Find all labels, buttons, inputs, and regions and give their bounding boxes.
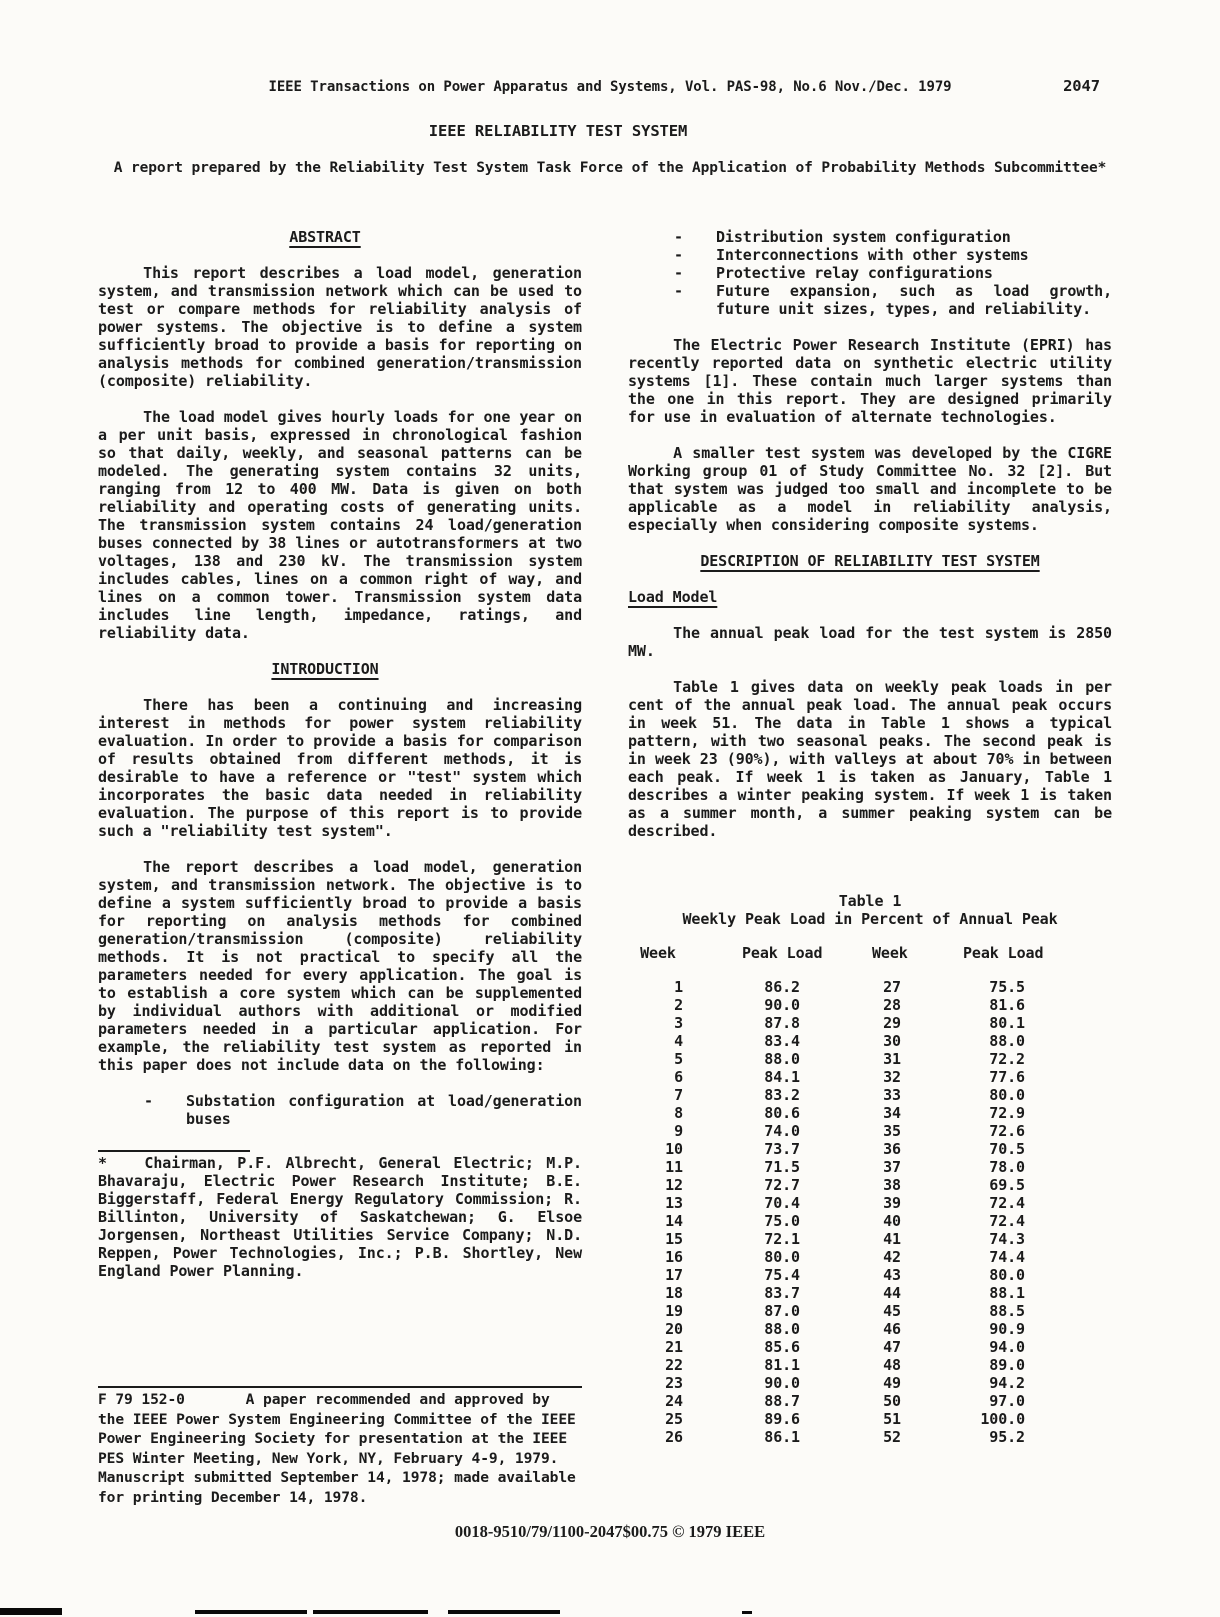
week-cell: 41 [883,1230,901,1248]
peak-load-cell: 75.0 [764,1212,800,1230]
week-cell: 51 [883,1410,901,1428]
week-cell: 15 [665,1230,683,1248]
peak-load-cell: 86.2 [764,978,800,996]
peak-load-cell: 83.2 [764,1086,800,1104]
dash-bullet: - [674,246,683,264]
week-cell: 42 [883,1248,901,1266]
week-cell: 27 [883,978,901,996]
excluded-item [628,282,1112,318]
table-1-header-row [628,944,1112,962]
peak-load-cell: 74.4 [989,1248,1025,1266]
two-column-body [98,226,1112,1507]
introduction-paragraph-1: There has been a continuing and increasing interest in methods for power system reliability evaluation. In order to provide a basis for comparison of results obtained from different methods, it is desirable to have a reference or "test" system which incorporates the basic data needed in reliability evaluation. The purpose of this report is to provide such a "reliability test system". [98,696,582,840]
page-number: 2047 [1063,77,1100,95]
week-cell: 33 [883,1086,901,1104]
introduction-heading [83,660,567,678]
dash-bullet: - [674,282,683,300]
week-cell: 49 [883,1374,901,1392]
peak-load-cell: 94.0 [989,1338,1025,1356]
peak-load-cell: 86.1 [764,1428,800,1446]
week-cell: 23 [665,1374,683,1392]
description-heading-text: DESCRIPTION OF RELIABILITY TEST SYSTEM [700,552,1040,570]
excluded-item [628,246,1112,264]
peak-load-cell: 72.4 [989,1212,1025,1230]
week-cell: 1 [674,978,683,996]
week-cell: 28 [883,996,901,1014]
peak-load-cell: 88.0 [989,1032,1025,1050]
peak-load-cell: 83.7 [764,1284,800,1302]
chairman-footnote: * Chairman, P.F. Albrecht, General Electric; M.P. Bhavaraju, Electric Power Research Institute; B.E. Biggerstaff, Federal Energy Regulatory Commission; R. Billinton, University of Saskatchewan; G. Elsoe Jorgensen, Northeast Utilities Service Company; N.D. Reppen, Power Technologies, Inc.; P.B. Shortley, New England Power Planning. [98,1154,582,1280]
load-model-heading [628,588,1112,606]
week-cell: 3 [674,1014,683,1032]
week-cell: 48 [883,1356,901,1374]
peak-load-cell: 72.7 [764,1176,800,1194]
peak-load-cell: 72.4 [989,1194,1025,1212]
excluded-item-text: Interconnections with other systems [716,246,1029,264]
peak-load-cell: 89.6 [764,1410,800,1428]
excluded-items-list [628,228,1112,318]
peak-load-cell: 81.6 [989,996,1025,1014]
week-cell: 22 [665,1356,683,1374]
peak-load-cell: 90.0 [764,1374,800,1392]
table-1-title: Table 1 [838,892,902,910]
week-cell: 13 [665,1194,683,1212]
paper-title: IEEE RELIABILITY TEST SYSTEM [428,122,688,140]
week-cell: 24 [665,1392,683,1410]
week-cell: 35 [883,1122,901,1140]
excluded-item-text: Substation configuration at load/generation buses [186,1092,582,1128]
week-cell: 20 [665,1320,683,1338]
week-cell: 44 [883,1284,901,1302]
right-column [628,226,1112,1507]
peak-load-cell: 87.8 [764,1014,800,1032]
peak-load-cell: 97.0 [989,1392,1025,1410]
abstract-paragraph-2: The load model gives hourly loads for one year on a per unit basis, expressed in chronological fashion so that daily, weekly, and seasonal patterns can be modeled. The generating system contains 32 units, ranging from 12 to 400 MW. Data is given on both reliability and operating costs of generating units. The transmission system contains 24 load/generation buses connected by 38 lines or autotransformers at two voltages, 138 and 230 kV. The transmission system includes cables, lines on a common right of way, and lines on a common tower. Transmission system data includes line length, impedance, ratings, and reliability data. [98,408,582,642]
excluded-item [628,264,1112,282]
week-cell: 8 [674,1104,683,1122]
week-cell: 26 [665,1428,683,1446]
week-cell: 2 [674,996,683,1014]
peak-load-cell: 88.7 [764,1392,800,1410]
week-cell: 29 [883,1014,901,1032]
week-cell: 50 [883,1392,901,1410]
peak-load-cell: 81.1 [764,1356,800,1374]
week-cell: 47 [883,1338,901,1356]
dash-bullet: - [674,264,683,282]
table-1-body [628,978,1112,1446]
peak-load-cell: 74.0 [764,1122,800,1140]
week-cell: 46 [883,1320,901,1338]
footnote-rule [98,1150,250,1152]
week-cell: 25 [665,1410,683,1428]
col-header-week-2: Week [872,944,908,962]
excluded-item-text: Distribution system configuration [716,228,1011,246]
load-paragraph-1: The annual peak load for the test system is 2850 MW. [628,624,1112,660]
week-cell: 4 [674,1032,683,1050]
scan-artifact [448,1610,560,1614]
peak-load-cell: 72.1 [764,1230,800,1248]
peak-load-cell: 100.0 [980,1410,1025,1428]
peak-load-cell: 88.0 [764,1320,800,1338]
peak-load-cell: 94.2 [989,1374,1025,1392]
peak-load-cell: 72.6 [989,1122,1025,1140]
scan-artifact [313,1610,428,1614]
week-cell: 11 [665,1158,683,1176]
abstract-heading-text: ABSTRACT [289,228,361,246]
peak-load-cell: 88.5 [989,1302,1025,1320]
load-model-heading-text: Load Model [628,588,718,606]
abstract-heading [83,228,567,246]
epri-paragraph: The Electric Power Research Institute (EPRI) has recently reported data on synthetic electric utility systems [1]. These contain much larger systems than the one in this report. They are designed primarily for use in evaluation of alternate technologies. [628,336,1112,426]
scan-artifact [195,1610,307,1614]
description-heading [628,552,1112,570]
week-cell: 14 [665,1212,683,1230]
peak-load-cell: 72.2 [989,1050,1025,1068]
week-cell: 6 [674,1068,683,1086]
week-cell: 9 [674,1122,683,1140]
week-cell: 43 [883,1266,901,1284]
copyright-footer: 0018-9510/79/1100-2047$00.75 © 1979 IEEE [454,1522,766,1541]
col-header-peak-load-2: Peak Load [963,944,1044,962]
week-cell: 31 [883,1050,901,1068]
peak-load-cell: 89.0 [989,1356,1025,1374]
table-1-subtitle: Weekly Peak Load in Percent of Annual Peak [682,910,1058,928]
excluded-item-text: Future expansion, such as load growth, future unit sizes, types, and reliability. [716,282,1112,318]
peak-load-cell: 78.0 [989,1158,1025,1176]
peak-load-cell: 84.1 [764,1068,800,1086]
peak-load-cell: 70.5 [989,1140,1025,1158]
left-column [98,226,582,1507]
week-cell: 34 [883,1104,901,1122]
introduction-heading-text: INTRODUCTION [271,660,379,678]
peak-load-cell: 72.9 [989,1104,1025,1122]
week-cell: 10 [665,1140,683,1158]
peak-load-cell: 70.4 [764,1194,800,1212]
week-cell: 19 [665,1302,683,1320]
week-cell: 45 [883,1302,901,1320]
peak-load-cell: 80.1 [989,1014,1025,1032]
peak-load-cell: 88.1 [989,1284,1025,1302]
peak-load-cell: 75.4 [764,1266,800,1284]
peak-load-cell: 71.5 [764,1158,800,1176]
week-cell: 12 [665,1176,683,1194]
peak-load-cell: 75.5 [989,978,1025,996]
table-1 [628,892,1112,1446]
excluded-item [98,1092,582,1128]
week-cell: 17 [665,1266,683,1284]
peak-load-cell: 69.5 [989,1176,1025,1194]
peak-load-cell: 80.0 [989,1266,1025,1284]
paper-note-rule [98,1386,582,1388]
peak-load-cell: 80.6 [764,1104,800,1122]
week-cell: 21 [665,1338,683,1356]
abstract-paragraph-1: This report describes a load model, generation system, and transmission network which can be used to test or compare methods for reliability analysis of power systems. The objective is to define a system sufficiently broad to provide a basis for reporting on analysis methods for combined generation/transmission (composite) reliability. [98,264,582,390]
peak-load-cell: 90.9 [989,1320,1025,1338]
week-cell: 30 [883,1032,901,1050]
scan-artifact [742,1611,752,1614]
col-header-week-1: Week [640,944,676,962]
week-cell: 40 [883,1212,901,1230]
peak-load-cell: 80.0 [764,1248,800,1266]
peak-load-cell: 90.0 [764,996,800,1014]
week-cell: 37 [883,1158,901,1176]
load-paragraph-2: Table 1 gives data on weekly peak loads in per cent of the annual peak load. The annual peak occurs in week 51. The data in Table 1 shows a typical pattern, with two seasonal peaks. The second peak is in week 23 (90%), with valleys at about 70% in between each peak. If week 1 is taken as January, Table 1 describes a winter peaking system. If week 1 is taken as a summer month, a summer peaking system can be described. [628,678,1112,840]
peak-load-cell: 87.0 [764,1302,800,1320]
excluded-item-text: Protective relay configurations [716,264,993,282]
peak-load-cell: 95.2 [989,1428,1025,1446]
col-header-peak-load-1: Peak Load [742,944,823,962]
peak-load-cell: 77.6 [989,1068,1025,1086]
paper-subtitle: A report prepared by the Reliability Test System Task Force of the Application of Probability Methods Subcommittee* [113,160,1107,176]
week-cell: 38 [883,1176,901,1194]
week-cell: 39 [883,1194,901,1212]
peak-load-cell: 73.7 [764,1140,800,1158]
paper-id-note: F 79 152-0 A paper recommended and approved by the IEEE Power System Engineering Committee of the IEEE Power Engineering Society for presentation at the IEEE PES Winter Meeting, New York, NY, February 4-9, 1979. Manuscript submitted September 14, 1978; made available for printing December 14, 1978. [98,1391,576,1506]
week-cell: 32 [883,1068,901,1086]
week-cell: 18 [665,1284,683,1302]
dash-bullet: - [674,228,683,246]
peak-load-cell: 85.6 [764,1338,800,1356]
week-cell: 52 [883,1428,901,1446]
introduction-paragraph-2: The report describes a load model, generation system, and transmission network. The objective is to define a system sufficiently broad to provide a basis for reporting on analysis methods for combined generation/transmission (composite) reliability methods. It is not practical to specify all the parameters needed for every application. The goal is to establish a core system which can be supplemented by individual authors with additional or modified parameters needed in a particular application. For example, the reliability test system as reported in this paper does not include data on the following: [98,858,582,1074]
week-cell: 36 [883,1140,901,1158]
peak-load-cell: 74.3 [989,1230,1025,1248]
peak-load-cell: 80.0 [989,1086,1025,1104]
week-cell: 5 [674,1050,683,1068]
peak-load-cell: 88.0 [764,1050,800,1068]
week-cell: 16 [665,1248,683,1266]
excluded-item [628,228,1112,246]
journal-header: IEEE Transactions on Power Apparatus and Systems, Vol. PAS-98, No.6 Nov./Dec. 1979 [268,79,952,95]
peak-load-cell: 83.4 [764,1032,800,1050]
cigre-paragraph: A smaller test system was developed by the CIGRE Working group 01 of Study Committee No. 32 [2]. But that system was judged too small and incomplete to be applicable as a model in reliability analysis, especially when considering composite systems. [628,444,1112,534]
dash-bullet: - [144,1092,153,1110]
week-cell: 7 [674,1086,683,1104]
scan-artifact [0,1608,62,1615]
